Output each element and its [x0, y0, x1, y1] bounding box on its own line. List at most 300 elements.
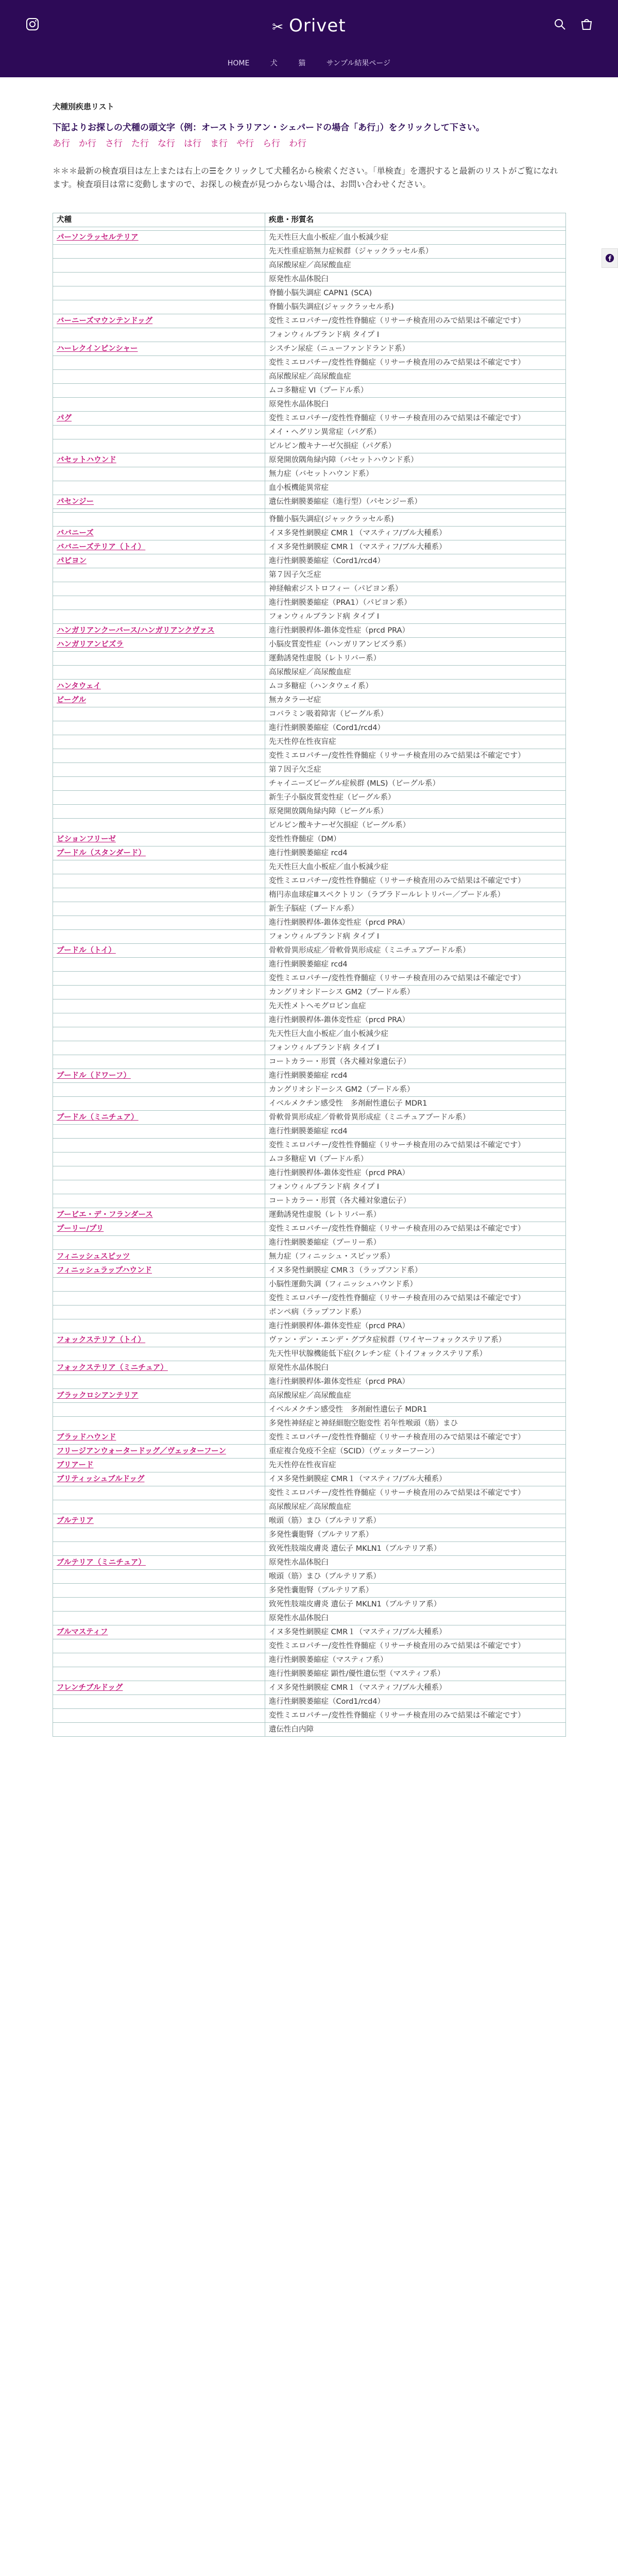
disease-cell: 変性ミエロパチー/変性性脊髄症（リサーチ検査用のみで結果は不確定です） [265, 749, 566, 763]
breed-link[interactable]: パーソンラッセルテリア [57, 233, 139, 242]
breed-link[interactable]: ブルマスティフ [57, 1628, 108, 1636]
breed-cell [53, 1375, 265, 1389]
breed-cell [53, 1514, 265, 1528]
breed-cell [53, 1208, 265, 1222]
table-row [53, 1612, 566, 1625]
table-row [53, 1166, 566, 1180]
main-nav [0, 58, 618, 68]
kana-link-na[interactable]: な行 [158, 139, 175, 149]
breed-link[interactable]: プーリー/プリ [57, 1225, 104, 1233]
breed-cell [53, 1027, 265, 1041]
breed-link[interactable]: ブリアード [57, 1461, 94, 1469]
breed-cell [53, 1472, 265, 1486]
table-row [53, 749, 566, 763]
breed-cell [53, 721, 265, 735]
breed-link[interactable]: フリージアンウォータードッグ／ヴェッターフーン [57, 1447, 226, 1455]
table-row [53, 439, 566, 453]
table-row [53, 1027, 566, 1041]
table-row [53, 874, 566, 888]
table-row [53, 693, 566, 707]
disease-cell: 変性ミエロパチー/変性性脊髄症（リサーチ検査用のみで結果は不確定です） [265, 1639, 566, 1653]
table-row [53, 1403, 566, 1417]
disease-cell: チャイニーズビーグル症候群 (MLS)（ビーグル系） [265, 777, 566, 791]
table-row [53, 1653, 566, 1667]
table-row [53, 680, 566, 693]
breed-cell [53, 1055, 265, 1069]
table-row [53, 1584, 566, 1598]
breed-cell [53, 300, 265, 314]
breed-cell [53, 986, 265, 999]
breed-link[interactable]: ハンガリアンクーバース/ハンガリアンクヴァス [57, 626, 215, 635]
table-row [53, 1292, 566, 1306]
table-row [53, 314, 566, 328]
disease-cell: 運動誘発性虚脱（レトリバー系） [265, 652, 566, 666]
breed-cell [53, 596, 265, 610]
table-row [53, 568, 566, 582]
table-row [53, 1278, 566, 1292]
table-row [53, 467, 566, 481]
breed-cell [53, 1389, 265, 1403]
disease-cell: 遺伝性白内障 [265, 1723, 566, 1737]
breed-cell [53, 1570, 265, 1584]
kana-link-ta[interactable]: た行 [131, 139, 149, 149]
nav-dog[interactable]: 犬 [270, 59, 278, 67]
breed-cell [53, 958, 265, 972]
breed-link[interactable]: プードル（ミニチュア） [57, 1113, 139, 1122]
disease-cell: イヌ多発性網膜症 CMR１（マスティフ/ブル大種系） [265, 527, 566, 540]
table-row [53, 763, 566, 777]
breed-link[interactable]: ブルテリア（ミニチュア） [57, 1558, 146, 1567]
breed-link[interactable]: ババニーズ [57, 529, 94, 537]
table-row [53, 972, 566, 986]
breed-link[interactable]: プードル（スタンダード） [57, 849, 146, 857]
disease-cell: 進行性網膜桿体-錐体変性症（prcd PRA） [265, 916, 566, 930]
table-row [53, 342, 566, 356]
disease-cell: 無力症（フィニッシュ・スピッツ系） [265, 1250, 566, 1264]
disease-cell: 変性ミエロパチー/変性性脊髄症（リサーチ検査用のみで結果は不確定です） [265, 1431, 566, 1445]
breed-cell [53, 1681, 265, 1695]
breed-cell [53, 495, 265, 509]
breed-cell [53, 888, 265, 902]
breed-cell [53, 412, 265, 426]
disease-cell: ムコ多糖症 VI（プードル系） [265, 384, 566, 398]
disease-cell: 進行性網膜桿体-錐体変性症（prcd PRA） [265, 1375, 566, 1389]
disease-cell: 先天性停在性夜盲症 [265, 735, 566, 749]
breed-link[interactable]: ブービエ・デ・フランダース [57, 1211, 153, 1219]
disease-cell: 小脳皮質変性症（ハンガリアンビズラ系） [265, 638, 566, 652]
disease-cell [265, 227, 566, 231]
breed-link[interactable]: ビションフリーゼ [57, 835, 116, 843]
disease-cell: 進行性網膜萎縮症 rcd4 [265, 846, 566, 860]
table-row [53, 805, 566, 819]
kana-link-ka[interactable]: か行 [79, 139, 96, 149]
breed-cell [53, 527, 265, 540]
table-row [53, 582, 566, 596]
breed-cell [53, 1542, 265, 1556]
breed-cell [53, 509, 265, 513]
breed-link[interactable]: ビーグル [57, 696, 86, 704]
breed-cell [53, 777, 265, 791]
table-row [53, 1319, 566, 1333]
breed-cell [53, 582, 265, 596]
disease-cell: イヌ多発性網膜症 CMR１（マスティフ/ブル大種系） [265, 1625, 566, 1639]
disease-cell: 原発性水晶体脱臼 [265, 398, 566, 412]
disease-cell: 骨軟骨異形成症／骨軟骨異形成症（ミニチュアプードル系） [265, 1111, 566, 1125]
disease-cell: イヌ多発性網膜症 CMR１（マスティフ/ブル大種系） [265, 1681, 566, 1695]
breed-link[interactable]: パセンジー [57, 498, 94, 506]
breed-disease-table [53, 213, 566, 1737]
disease-cell: 変性ミエロパチー/変性性脊髄症（リサーチ検査用のみで結果は不確定です） [265, 1222, 566, 1236]
breed-cell [53, 1667, 265, 1681]
disease-cell: 進行性網膜桿体-錐体変性症（prcd PRA） [265, 624, 566, 638]
disease-cell: 進行性網膜萎縮症（プーリー系） [265, 1236, 566, 1250]
breed-cell [53, 1041, 265, 1055]
breed-cell [53, 259, 265, 273]
breed-cell [53, 554, 265, 568]
disease-cell: 先天性巨大血小板症／血小板減少症 [265, 231, 566, 245]
table-row [53, 1723, 566, 1737]
breed-cell [53, 1264, 265, 1278]
disease-cell: イヌ多発性網膜症 CMR１（マスティフ/ブル大種系） [265, 1472, 566, 1486]
disease-cell: 進行性網膜桿体-錐体変性症（prcd PRA） [265, 1319, 566, 1333]
table-row [53, 1306, 566, 1319]
disease-cell: ムコ多糖症 VI（プードル系） [265, 1153, 566, 1166]
disease-cell: 新生子小脳皮質変性症（ビーグル系） [265, 791, 566, 805]
breed-cell [53, 356, 265, 370]
table-row [53, 916, 566, 930]
breed-link[interactable]: ババニーズテリア（トイ） [57, 543, 146, 551]
breed-cell [53, 568, 265, 582]
table-row [53, 1264, 566, 1278]
breed-cell [53, 1639, 265, 1653]
disease-cell: 小脳性運動失調（フィニッシュハウンド系） [265, 1278, 566, 1292]
breed-link[interactable]: フィニッシュラップハウンド [57, 1266, 152, 1275]
table-row [53, 1347, 566, 1361]
breed-link[interactable]: バセットハウンド [57, 456, 116, 464]
disease-cell: 原発性水晶体脱臼 [265, 1612, 566, 1625]
breed-cell [53, 384, 265, 398]
table-row [53, 273, 566, 286]
table-row [53, 1459, 566, 1472]
disease-cell: メイ・ヘグリン異常症（パグ系） [265, 426, 566, 439]
table-row [53, 286, 566, 300]
disease-cell: 重症複合免疫不全症（SCID）（ヴェッターフーン） [265, 1445, 566, 1459]
breed-link[interactable]: プードル（トイ） [57, 946, 116, 955]
nav-cat[interactable]: 猫 [298, 59, 306, 67]
table-row [53, 1417, 566, 1431]
breed-cell [53, 1236, 265, 1250]
disease-cell: 多発性神経症と神経細胞空胞変性 若年性喉頭（筋）まひ [265, 1417, 566, 1431]
table-row [53, 1097, 566, 1111]
breed-cell [53, 1403, 265, 1417]
disease-cell: 無力症（バセットハウンド系） [265, 467, 566, 481]
table-row [53, 356, 566, 370]
breed-link[interactable]: パグ [57, 414, 72, 422]
disease-cell: 喉頭（筋）まひ（ブルテリア系） [265, 1514, 566, 1528]
table-row [53, 1598, 566, 1612]
breed-link[interactable]: バーニーズマウンテンドッグ [57, 317, 153, 325]
breed-cell [53, 666, 265, 680]
table-row [53, 610, 566, 624]
breed-cell [53, 1333, 265, 1347]
main-content [53, 101, 565, 1737]
table-row [53, 1431, 566, 1445]
disease-cell: 変性ミエロパチー/変性性脊髄症（リサーチ検査用のみで結果は不確定です） [265, 1709, 566, 1723]
table-row [53, 453, 566, 467]
breed-cell [53, 467, 265, 481]
disease-cell: 進行性網膜萎縮症 顕性/優性遺伝型（マスティフ系） [265, 1667, 566, 1681]
table-row [53, 1013, 566, 1027]
table-row [53, 1667, 566, 1681]
kana-index [53, 136, 565, 149]
disease-cell: 新生子脳症（プードル系） [265, 902, 566, 916]
disease-cell: 脊髄小脳失調症(ジャックラッセル系) [265, 513, 566, 527]
breed-link[interactable]: フレンチブルドッグ [57, 1684, 123, 1692]
nav-sample-results[interactable]: サンプル結果ページ [326, 59, 391, 67]
table-row [53, 1041, 566, 1055]
table-row [53, 958, 566, 972]
breed-link[interactable]: フォックステリア（トイ） [57, 1336, 146, 1344]
table-row [53, 231, 566, 245]
table-row [53, 1375, 566, 1389]
disease-cell: 原発性水晶体脱臼 [265, 273, 566, 286]
nav-home[interactable]: HOME [227, 59, 250, 67]
disease-cell: 進行性網膜桿体-錐体変性症（prcd PRA） [265, 1013, 566, 1027]
kana-link-a[interactable]: あ行 [53, 139, 70, 149]
breed-cell [53, 1625, 265, 1639]
disease-cell: 変性ミエロパチー/変性性脊髄症（リサーチ検査用のみで結果は不確定です） [265, 972, 566, 986]
breed-link[interactable]: ブルテリア [57, 1517, 94, 1525]
breed-cell [53, 1180, 265, 1194]
disease-cell: 無カタラーゼ症 [265, 693, 566, 707]
breed-cell [53, 1695, 265, 1709]
table-row [53, 1083, 566, 1097]
table-row [53, 245, 566, 259]
breed-cell [53, 930, 265, 944]
breed-cell [53, 1222, 265, 1236]
breed-cell [53, 749, 265, 763]
table-row [53, 596, 566, 610]
table-row [53, 1069, 566, 1083]
disease-cell: 変性ミエロパチー/変性性脊髄症（リサーチ検査用のみで結果は不確定です） [265, 356, 566, 370]
disease-cell: フォンウィルブランド病 タイプ I [265, 1180, 566, 1194]
breed-cell [53, 1528, 265, 1542]
table-row [53, 1514, 566, 1528]
breed-cell [53, 999, 265, 1013]
table-row [53, 735, 566, 749]
table-row [53, 1556, 566, 1570]
breed-cell [53, 439, 265, 453]
table-row [53, 1472, 566, 1486]
table-row [53, 1333, 566, 1347]
table-row [53, 860, 566, 874]
disease-cell: 変性ミエロパチー/変性性脊髄症（リサーチ検査用のみで結果は不確定です） [265, 412, 566, 426]
breed-link[interactable]: パピヨン [57, 557, 87, 565]
breed-cell [53, 791, 265, 805]
breed-cell [53, 227, 265, 231]
facebook-icon [605, 253, 614, 263]
breed-cell [53, 453, 265, 467]
disease-cell: ムコ多糖症（ハンタウェイ系） [265, 680, 566, 693]
facebook-share-button[interactable] [602, 248, 618, 268]
table-row [53, 624, 566, 638]
breed-cell [53, 1459, 265, 1472]
breed-cell [53, 1013, 265, 1027]
breed-link[interactable]: プードル（ドワーフ） [57, 1072, 131, 1080]
table-row [53, 1125, 566, 1139]
breed-cell [53, 1250, 265, 1264]
table-row [53, 1695, 566, 1709]
disease-cell: 進行性網膜萎縮症（PRA1）（パピヨン系） [265, 596, 566, 610]
table-row [53, 888, 566, 902]
disease-cell: 原発性水晶体脱臼 [265, 1556, 566, 1570]
table-row [53, 707, 566, 721]
kana-link-ya[interactable]: や行 [236, 139, 254, 149]
disease-cell: 高尿酸尿症／高尿酸血症 [265, 259, 566, 273]
disease-cell: イベルメクチン感受性 多剤耐性遺伝子 MDR1 [265, 1097, 566, 1111]
disease-cell: 高尿酸尿症／高尿酸血症 [265, 1500, 566, 1514]
disease-cell: コバラミン吸着障害（ビーグル系） [265, 707, 566, 721]
breed-cell [53, 1723, 265, 1737]
breed-cell [53, 819, 265, 833]
table-row [53, 1681, 566, 1695]
table-row [53, 1361, 566, 1375]
cart-icon[interactable] [580, 18, 593, 33]
disease-cell: 進行性網膜萎縮症 rcd4 [265, 958, 566, 972]
kana-link-sa[interactable]: さ行 [105, 139, 123, 149]
kana-link-ha[interactable]: は行 [184, 139, 201, 149]
breed-link[interactable]: ハンガリアンビズラ [57, 640, 124, 649]
site-header [0, 0, 618, 77]
table-row [53, 513, 566, 527]
breed-cell [53, 1319, 265, 1333]
disease-cell: フォンウィルブランド病 タイプ I [265, 1041, 566, 1055]
disease-cell: 先天性巨大血小板症／血小板減少症 [265, 1027, 566, 1041]
disease-cell: 多発性嚢胞腎（ブルテリア系） [265, 1528, 566, 1542]
breed-cell [53, 693, 265, 707]
disease-cell: カングリオシドーシス GM2（プードル系） [265, 1083, 566, 1097]
disease-cell: フォンウィルブランド病 タイプ I [265, 930, 566, 944]
breed-cell [53, 1486, 265, 1500]
disease-cell: 原発開放隅角緑内障（バセットハウンド系） [265, 453, 566, 467]
breed-cell [53, 245, 265, 259]
disease-cell: 高尿酸尿症／高尿酸血症 [265, 666, 566, 680]
disease-cell: 遺伝性網膜萎縮症（進行型）（パセンジー系） [265, 495, 566, 509]
disease-cell: フォンウィルブランド病 タイプ I [265, 328, 566, 342]
breed-cell [53, 944, 265, 958]
disease-cell: 血小板機能異常症 [265, 481, 566, 495]
table-row [53, 1709, 566, 1723]
breed-cell [53, 1445, 265, 1459]
disease-cell: 運動誘発性虚脱（レトリバー系） [265, 1208, 566, 1222]
table-row [53, 721, 566, 735]
breed-cell [53, 1153, 265, 1166]
breed-cell [53, 1556, 265, 1570]
breed-link[interactable]: ハーレクインピンシャー [57, 345, 138, 353]
breed-link[interactable]: ブラックロシアンテリア [57, 1392, 139, 1400]
disease-cell: 脊髄小脳失調症 CAPN1 (SCA) [265, 286, 566, 300]
table-row [53, 846, 566, 860]
disease-cell: 高尿酸尿症／高尿酸血症 [265, 1389, 566, 1403]
table-row [53, 1153, 566, 1166]
breed-cell [53, 1417, 265, 1431]
breed-link[interactable]: フィニッシュスピッツ [57, 1252, 130, 1261]
page-title: 犬種別疾患リスト [53, 102, 114, 111]
breed-cell [53, 370, 265, 384]
table-row [53, 300, 566, 314]
update-note: ＊＊＊最新の検査項目は左上または右上の☰をクリックして犬種名から検索ください。「単検査」を選択すると最新のリストがご覧になれます。検査項目は常に変動しますので、お探しの検査が見つからない場合は、お問い合わせください。 [53, 166, 558, 189]
breed-cell [53, 481, 265, 495]
breed-cell [53, 273, 265, 286]
disease-cell: 進行性網膜萎縮症（マスティフ系） [265, 1653, 566, 1667]
brand-logo[interactable] [0, 15, 618, 36]
disease-cell: ピルビン酸キナーゼ欠損症（ビーグル系） [265, 819, 566, 833]
table-row [53, 666, 566, 680]
disease-cell: 進行性網膜萎縮症 rcd4 [265, 1069, 566, 1083]
table-row [53, 1639, 566, 1653]
table-row [53, 944, 566, 958]
breed-link[interactable]: フォックステリア（ミニチュア） [57, 1364, 168, 1372]
disease-cell: 進行性網膜萎縮症（Cord1/rcd4） [265, 554, 566, 568]
table-row [53, 227, 566, 231]
breed-cell [53, 610, 265, 624]
disease-cell: イベルメクチン感受性 多剤耐性遺伝子 MDR1 [265, 1403, 566, 1417]
kana-link-ra[interactable]: ら行 [263, 139, 280, 149]
table-row [53, 930, 566, 944]
disease-cell: イヌ多発性網膜症 CMR３（ラップフンド系） [265, 1264, 566, 1278]
breed-cell [53, 1139, 265, 1153]
breed-cell [53, 1278, 265, 1292]
breed-link[interactable]: ハンタウェイ [57, 682, 101, 690]
table-row [53, 1180, 566, 1194]
table-row [53, 384, 566, 398]
disease-cell: コートカラー・形質（各犬種対象遺伝子） [265, 1194, 566, 1208]
kana-link-wa[interactable]: わ行 [289, 139, 306, 149]
table-row [53, 328, 566, 342]
table-row [53, 1250, 566, 1264]
breed-cell [53, 513, 265, 527]
search-icon[interactable] [553, 18, 566, 33]
breed-cell [53, 328, 265, 342]
breed-cell [53, 1500, 265, 1514]
table-row [53, 1055, 566, 1069]
disease-cell: 第７因子欠乏症 [265, 763, 566, 777]
breed-cell [53, 1166, 265, 1180]
disease-cell: 楕円赤血球症Ⅲスペクトリン（ラブラドールレトリバー／プードル系） [265, 888, 566, 902]
breed-cell [53, 1097, 265, 1111]
disease-cell: 進行性網膜萎縮症（Cord1/rcd4） [265, 1695, 566, 1709]
table-row [53, 398, 566, 412]
table-row [53, 791, 566, 805]
table-row [53, 833, 566, 846]
breed-cell [53, 638, 265, 652]
breed-link[interactable]: ブリティッシュブルドッグ [57, 1475, 145, 1483]
breed-link[interactable]: ブラッドハウンド [57, 1433, 116, 1442]
breed-cell [53, 652, 265, 666]
disease-cell: 脊髄小脳失調症(ジャックラッセル系) [265, 300, 566, 314]
breed-cell [53, 972, 265, 986]
breed-cell [53, 1292, 265, 1306]
disease-cell: 第７因子欠乏症 [265, 568, 566, 582]
kana-link-ma[interactable]: ま行 [210, 139, 228, 149]
breed-cell [53, 1653, 265, 1667]
disease-cell: 進行性網膜萎縮症 rcd4 [265, 1125, 566, 1139]
disease-cell: 致死性肢端皮膚炎 遺伝子 MKLN1（ブルテリア系） [265, 1598, 566, 1612]
table-row [53, 777, 566, 791]
breed-cell [53, 846, 265, 860]
table-row [53, 1486, 566, 1500]
breed-cell [53, 735, 265, 749]
